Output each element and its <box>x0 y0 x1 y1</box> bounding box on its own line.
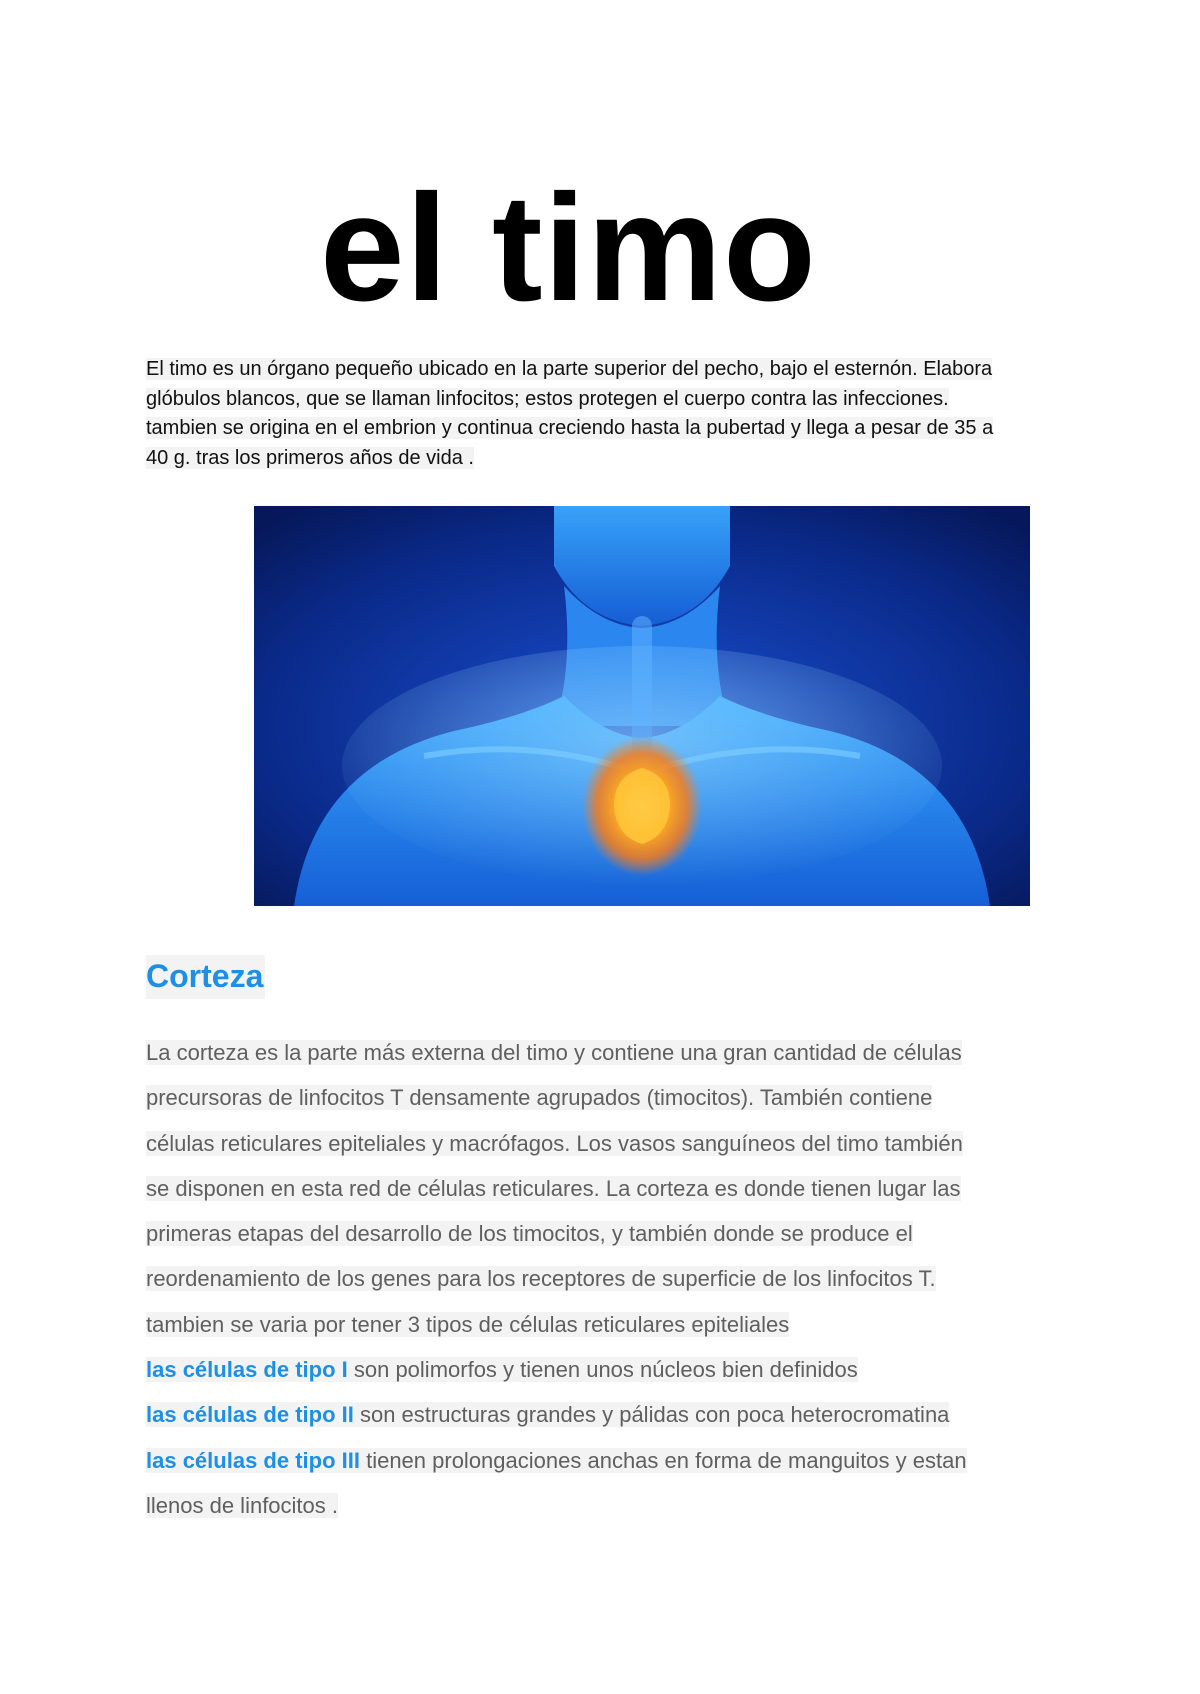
type-iii-text: tienen prolongaciones anchas en forma de manguitos y estan <box>359 1447 967 1473</box>
intro-line: El timo es un órgano pequeño ubicado en la parte superior del pecho, bajo el esternón. Elabora <box>146 358 993 380</box>
type-ii-label: las células de tipo II <box>146 1402 354 1428</box>
body-line: tambien se varia por tener 3 tipos de células reticulares epiteliales <box>146 1311 790 1337</box>
body-line: precursoras de linfocitos T densamente agrupados (timocitos). También contiene <box>146 1085 933 1111</box>
type-iii-line <box>146 1438 1066 1483</box>
closing-line: llenos de linfocitos . <box>146 1492 338 1518</box>
intro-line: tambien se origina en el embrion y continua creciendo hasta la pubertad y llega a pesar de 35 a <box>146 417 994 439</box>
section-heading: Corteza <box>146 955 265 999</box>
type-i-text: son polimorfos y tienen unos núcleos bien definidos <box>347 1357 858 1383</box>
thymus-anatomy-illustration <box>254 506 1030 906</box>
intro-line: 40 g. tras los primeros años de vida . <box>146 446 474 469</box>
intro-paragraph <box>146 355 1056 473</box>
thymus-illustration-svg <box>254 506 1030 906</box>
intro-line: glóbulos blancos, que se llaman linfocitos; estos protegen el cuerpo contra las infecciones. <box>146 387 949 410</box>
body-line: células reticulares epiteliales y macrófagos. Los vasos sanguíneos del timo también <box>146 1130 963 1156</box>
type-i-label: las células de tipo I <box>146 1357 348 1383</box>
page-title: el timo <box>320 163 817 333</box>
type-ii-line <box>146 1392 1066 1437</box>
type-i-line <box>146 1347 1066 1392</box>
body-line: se disponen en esta red de células reticulares. La corteza es donde tienen lugar las <box>146 1175 961 1201</box>
body-line: La corteza es la parte más externa del timo y contiene una gran cantidad de células <box>146 1040 962 1065</box>
type-iii-label: las células de tipo III <box>146 1447 360 1473</box>
body-line: reordenamiento de los genes para los receptores de superficie de los linfocitos T. <box>146 1266 936 1292</box>
type-ii-text: son estructuras grandes y pálidas con poca heterocromatina <box>353 1402 950 1428</box>
body-line: primeras etapas del desarrollo de los timocitos, y también donde se produce el <box>146 1221 913 1247</box>
section-body <box>146 1030 1066 1528</box>
